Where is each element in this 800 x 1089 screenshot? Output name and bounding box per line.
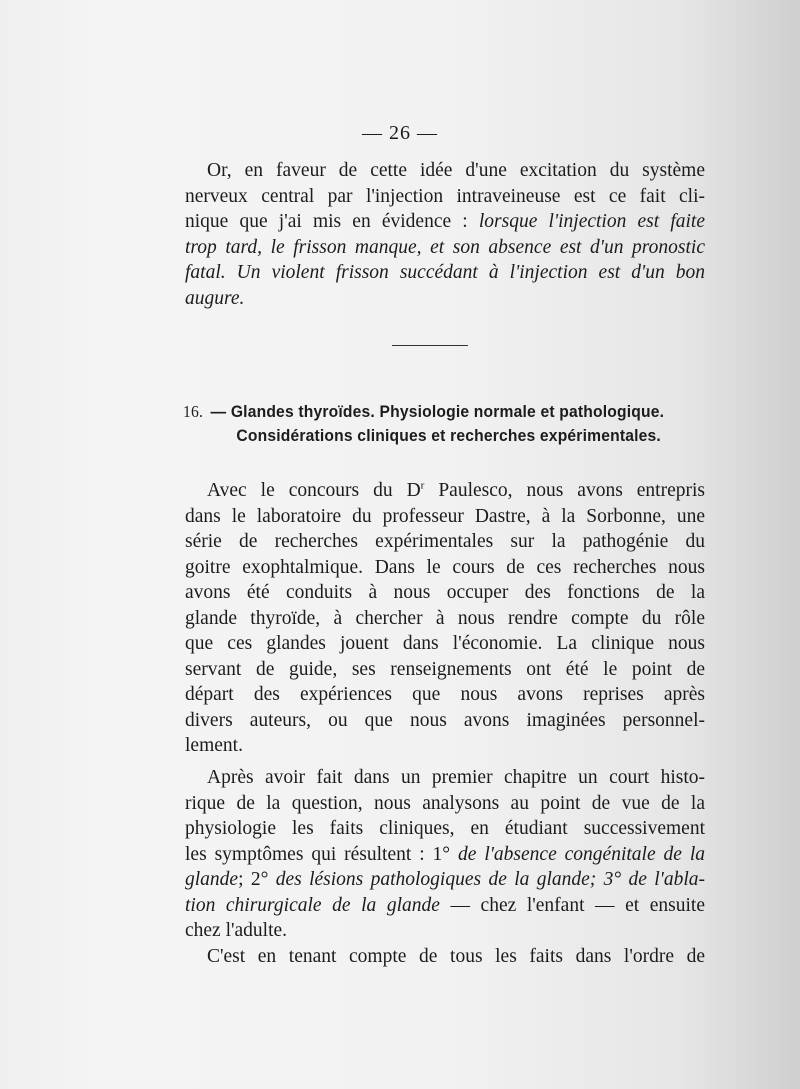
paragraph-1	[185, 158, 705, 312]
text-line: série de recherches expérimentales sur la pathogénie du	[185, 531, 705, 552]
text-line: lement.	[185, 735, 243, 756]
italic-segment: glande	[185, 869, 239, 890]
italic-line: trop tard, le frisson manque, et son absence est d'un pronostic	[185, 236, 705, 258]
text-line	[185, 478, 705, 504]
text-line: Or, en faveur de cette idée d'une excitation du système	[207, 160, 705, 181]
text-segment: ; 2°	[238, 869, 276, 890]
section-divider	[392, 345, 468, 346]
text-line: goitre exophtalmique. Dans le cours de ces recherches nous	[185, 556, 705, 578]
text-line	[185, 893, 705, 919]
text-line: départ des expériences que nous avons reprises après	[185, 684, 705, 705]
text-segment: — chez l'enfant — et ensuite	[439, 894, 705, 916]
text-line: chez l'adulte.	[185, 920, 288, 941]
text-line	[185, 867, 705, 893]
italic-line: augure.	[185, 287, 245, 309]
text-line: rique de la question, nous analysons au point de vue de la	[185, 792, 705, 814]
text-segment: nique que j'ai mis en évidence :	[185, 211, 479, 233]
text-line: servant de guide, ses renseignements ont été le point de	[185, 658, 705, 680]
italic-segment: de l'absence congénitale de la	[458, 843, 706, 865]
section-title-line-2: Considérations cliniques et recherches expérimentales.	[236, 426, 661, 445]
italic-segment: tion chirurgicale de la glande	[185, 894, 440, 916]
page-number: — 26 —	[362, 122, 438, 144]
paragraph-2	[185, 478, 705, 759]
paragraph-3	[185, 765, 705, 944]
text-line: que ces glandes jouent dans l'économie. La clinique nous	[185, 633, 705, 654]
text-line: physiologie les faits cliniques, en étudiant successivement	[185, 818, 705, 839]
text-line: nerveux central par l'injection intraveineuse est ce fait cli-	[185, 185, 705, 207]
text-line: C'est en tenant compte de tous les faits dans l'ordre de	[207, 946, 705, 967]
text-segment: Avec le concours du D	[207, 480, 421, 501]
italic-segment: lorsque l'injection est faite	[478, 211, 705, 233]
text-line	[185, 842, 705, 868]
paragraph-4	[185, 944, 705, 970]
italic-line: fatal. Un violent frisson succédant à l'injection est d'un bon	[185, 262, 705, 284]
italic-segment: des lésions pathologiques de la glande; 3° de l'abla-	[275, 869, 706, 890]
text-line: glande thyroïde, à chercher à nous rendre compte du rôle	[185, 607, 705, 629]
superscript: r	[420, 479, 425, 492]
text-segment: Paulesco, nous avons entrepris	[424, 480, 706, 501]
text-line: Après avoir fait dans un premier chapitre un court histo-	[207, 767, 705, 788]
text-line: avons été conduits à nous occuper des fonctions de la	[185, 582, 705, 603]
text-line: dans le laboratoire du professeur Dastre, à la Sorbonne, une	[185, 505, 705, 527]
text-line	[185, 209, 705, 235]
text-segment: les symptômes qui résultent : 1°	[185, 843, 459, 865]
section-number: 16.	[183, 402, 204, 421]
section-title-line-1: — Glandes thyroïdes. Physiologie normale et pathologique.	[210, 402, 665, 421]
section-heading	[183, 400, 671, 448]
text-line: divers auteurs, ou que nous avons imaginées personnel-	[185, 709, 705, 731]
